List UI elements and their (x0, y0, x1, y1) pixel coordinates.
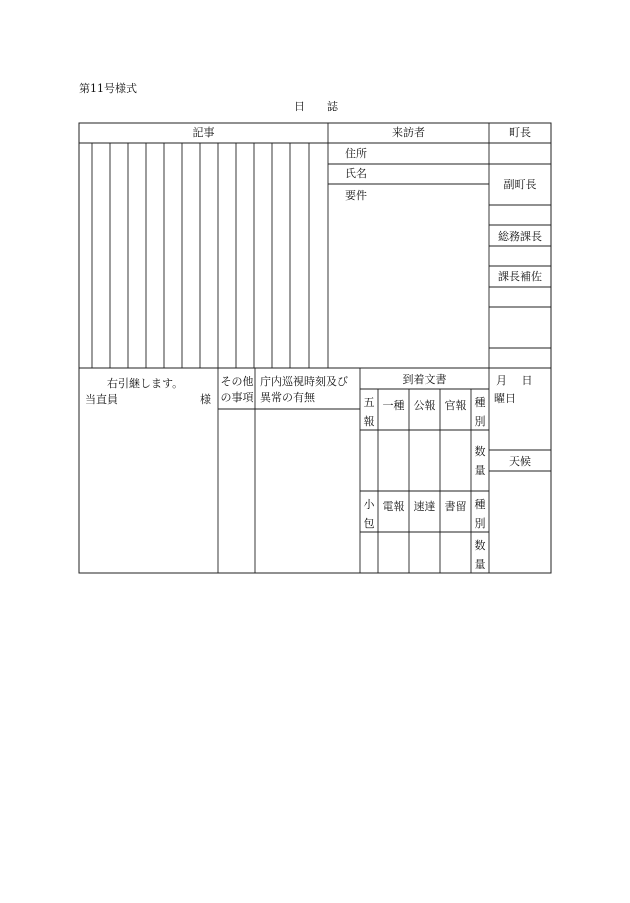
visitor-purpose-label: 要件 (345, 189, 367, 202)
quantity-label-2: 数量 (474, 539, 486, 571)
kind-label-1: 種別 (474, 396, 486, 428)
visitor-address-label: 住所 (345, 147, 367, 160)
doc-type-3: 官報 (444, 399, 467, 412)
weather-label: 天候 (509, 455, 531, 468)
page-title: 日 誌 (294, 100, 338, 113)
visitor-name-label: 氏名 (345, 167, 367, 180)
patrol-label: 庁内巡視時刻及び異常の有無 (260, 375, 348, 404)
header-raihousha: 来訪者 (392, 126, 425, 139)
arrival-docs-header: 到着文書 (402, 373, 447, 386)
parcel-type-1: 電報 (382, 500, 405, 513)
kind-label-2: 種別 (474, 498, 486, 530)
duty-officer-label: 当直員 (85, 393, 118, 406)
doc-type-1: 一種 (382, 399, 405, 412)
parcel-type-3: 書留 (444, 500, 467, 513)
form-number: 第11号様式 (79, 82, 137, 95)
parcel-label: 小包 (363, 498, 375, 530)
parcel-type-2: 速達 (413, 500, 436, 513)
honorific-sama: 様 (200, 393, 211, 406)
other-matters-label: その他の事項 (220, 375, 254, 404)
quantity-label-1: 数量 (474, 445, 486, 477)
weekday-label: 曜日 (494, 392, 516, 405)
post-label: 五報 (363, 396, 375, 428)
header-choucho: 町長 (509, 126, 531, 139)
approver-general-affairs-chief: 総務課長 (498, 230, 542, 243)
approver-assistant-chief: 課長補佐 (498, 270, 542, 283)
doc-type-2: 公報 (413, 399, 436, 412)
month-day-label: 月 日 (496, 374, 533, 387)
approver-deputy-mayor: 副町長 (503, 178, 537, 191)
header-kiji: 記事 (192, 126, 215, 139)
handover-text: 右引継します。 (107, 377, 184, 390)
